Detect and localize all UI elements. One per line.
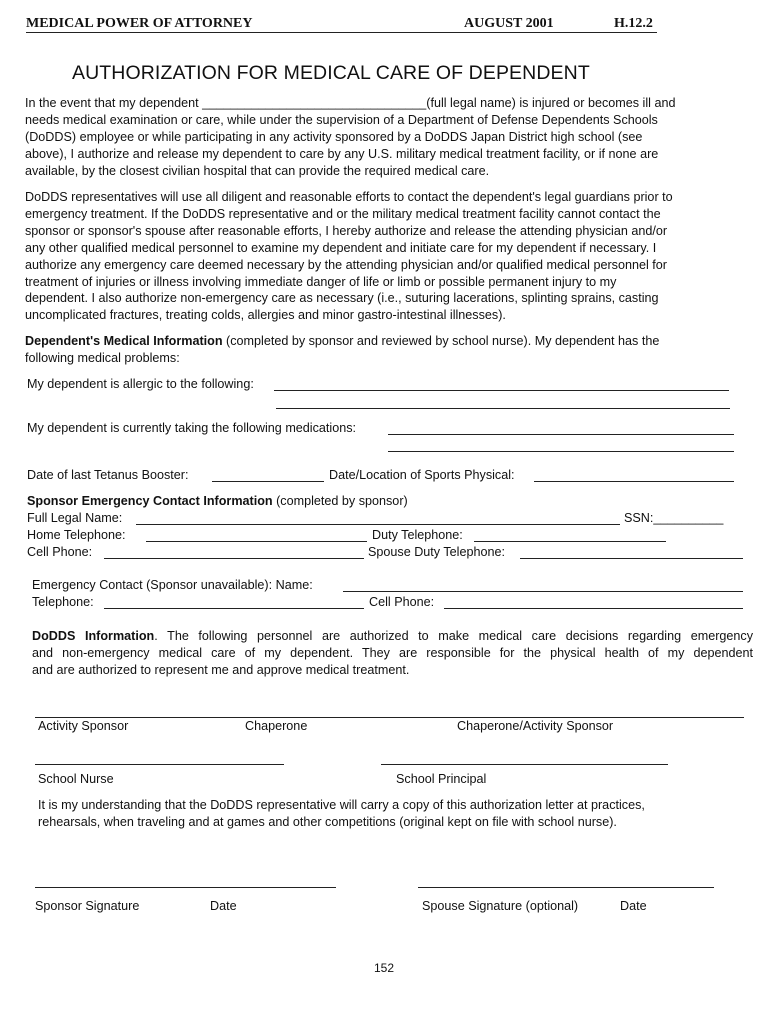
sponsor-signature-line[interactable] xyxy=(35,887,336,888)
form-header-code: H.12.2 xyxy=(614,16,653,31)
medical-info-intro-line2: following medical problems: xyxy=(25,351,180,365)
tetanus-label: Date of last Tetanus Booster: xyxy=(27,468,189,482)
paragraph-line: needs medical examination or care, while under the supervision of a Department of Defense Dependents Schools xyxy=(25,112,658,127)
emergency-telephone-label: Telephone: xyxy=(32,595,94,609)
form-header-date: AUGUST 2001 xyxy=(464,16,554,31)
page-number: 152 xyxy=(374,961,395,975)
paragraph-line: DoDDS representatives will use all diligent and reasonable efforts to contact the dependent's legal guardians prior to xyxy=(25,190,673,204)
dodds-info-line3: and are authorized to represent me and approve medical treatment. xyxy=(32,663,410,677)
cell-phone-field[interactable] xyxy=(104,558,364,559)
paragraph-line: sponsor or sponsor's spouse after reasonable efforts, I hereby authorize and release the attending physician and/or xyxy=(25,223,668,238)
sponsor-info-heading: Sponsor Emergency Contact Information xyxy=(27,494,273,508)
spouse-signature-line[interactable] xyxy=(418,887,714,888)
emergency-cell-phone-field[interactable] xyxy=(444,608,743,609)
paragraph-line: emergency treatment. If the DoDDS representative and or the military medical treatment facility cannot contact the xyxy=(25,206,661,221)
header-rule xyxy=(26,32,657,33)
form-header-title: MEDICAL POWER OF ATTORNEY xyxy=(26,16,253,31)
sponsor-signature-label: Sponsor Signature xyxy=(35,899,140,913)
full-name-label: Full Legal Name: xyxy=(27,511,123,525)
spouse-duty-telephone-label: Spouse Duty Telephone: xyxy=(368,545,505,559)
medications-label: My dependent is currently taking the following medications: xyxy=(27,421,357,435)
home-telephone-label: Home Telephone: xyxy=(27,528,126,542)
dodds-info-line2: and non-emergency medical care of my dependent. They are responsible for the physical health of my dependent xyxy=(32,646,753,660)
efforts-paragraph xyxy=(25,189,755,324)
allergies-label: My dependent is allergic to the following: xyxy=(27,377,254,391)
ssn-field[interactable]: SSN:__________ xyxy=(624,511,724,525)
understanding-line2: rehearsals, when traveling and at games and other competitions (original kept on file with school nurse). xyxy=(38,815,617,829)
spouse-signature-label: Spouse Signature (optional) xyxy=(422,899,579,913)
medications-field[interactable] xyxy=(388,434,734,435)
medications-field-line2[interactable] xyxy=(388,451,734,452)
understanding-line1: It is my understanding that the DoDDS representative will carry a copy of this authorization letter at practices, xyxy=(38,798,645,812)
cell-phone-label: Cell Phone: xyxy=(27,545,93,559)
allergies-field-line2[interactable] xyxy=(276,408,730,409)
spouse-duty-telephone-field[interactable] xyxy=(520,558,743,559)
full-name-field[interactable] xyxy=(136,524,620,525)
paragraph-line: dependent. I also authorize non-emergency care as necessary (i.e., suturing lacerations, splinting sprains, casting xyxy=(25,291,659,306)
sponsor-info-heading-row xyxy=(27,494,408,508)
paragraph-line: available, by the closest civilian hospital that can provide the required medical care. xyxy=(25,163,490,178)
school-nurse-label: School Nurse xyxy=(38,772,114,786)
sponsor-info-note: (completed by sponsor) xyxy=(272,494,408,508)
school-nurse-signature-line[interactable] xyxy=(35,764,284,765)
paragraph-line: authorize any emergency care deemed necessary by the attending physician and/or qualified medical personnel for xyxy=(25,257,667,272)
tetanus-date-field[interactable] xyxy=(212,481,324,482)
paragraph-line: treatment of injuries or illness involving immediate danger of life or limb or possible permanent injury to my xyxy=(25,274,617,289)
home-telephone-field[interactable] xyxy=(146,541,367,542)
sports-physical-label: Date/Location of Sports Physical: xyxy=(329,468,515,482)
chaperone-activity-sponsor-label: Chaperone/Activity Sponsor xyxy=(457,719,614,733)
personnel-signature-line[interactable] xyxy=(35,717,744,718)
dodds-info-line1 xyxy=(32,629,753,643)
emergency-telephone-field[interactable] xyxy=(104,608,364,609)
medical-info-heading: Dependent's Medical Information xyxy=(25,334,223,348)
page-title: AUTHORIZATION FOR MEDICAL CARE OF DEPENDENT xyxy=(72,62,590,84)
spouse-date-label: Date xyxy=(620,899,647,913)
paragraph-line: (DoDDS) employee or while participating in any activity sponsored by a DoDDS Japan District high school (see xyxy=(25,129,643,144)
medical-info-intro-text: (completed by sponsor and reviewed by school nurse). My dependent has the xyxy=(222,334,660,348)
activity-sponsor-label: Activity Sponsor xyxy=(38,719,129,733)
medical-info-intro xyxy=(25,334,659,348)
school-principal-signature-line[interactable] xyxy=(381,764,668,765)
sports-physical-field[interactable] xyxy=(534,481,734,482)
emergency-cell-phone-label: Cell Phone: xyxy=(369,595,435,609)
chaperone-label: Chaperone xyxy=(245,719,308,733)
duty-telephone-label: Duty Telephone: xyxy=(372,528,463,542)
dodds-info-heading: DoDDS Information xyxy=(32,629,155,643)
emergency-contact-name-label: Emergency Contact (Sponsor unavailable): Name: xyxy=(32,578,313,592)
dodds-info-text: . The following personnel are authorized to make medical care decisions regarding emergency xyxy=(154,629,753,643)
school-principal-label: School Principal xyxy=(396,772,487,786)
paragraph-line: In the event that my dependent ________________________________(full legal name) is injured or becomes ill and xyxy=(25,96,676,110)
paragraph-line: uncomplicated fractures, treating colds, allergies and minor gastro-intestinal illnesses). xyxy=(25,308,506,323)
allergies-field[interactable] xyxy=(274,390,729,391)
emergency-contact-name-field[interactable] xyxy=(343,591,743,592)
sponsor-date-label: Date xyxy=(210,899,237,913)
authorization-paragraph xyxy=(25,95,755,180)
paragraph-line: any other qualified medical personnel to examine my dependent and initiate care for my dependent if necessary. I xyxy=(25,240,657,255)
duty-telephone-field[interactable] xyxy=(474,541,666,542)
paragraph-line: above), I authorize and release my dependent to care by any U.S. military medical treatment facility, or if none are xyxy=(25,146,659,161)
